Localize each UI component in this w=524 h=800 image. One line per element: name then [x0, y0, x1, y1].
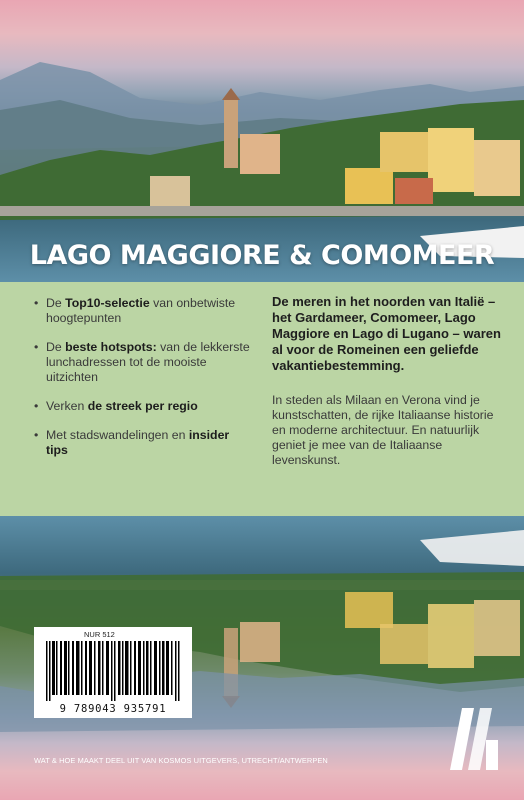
bullet-text: De — [46, 340, 66, 354]
list-item — [34, 296, 250, 326]
intro-text: De meren in het noorden van Italië – het Gardameer, Comomeer, Lago Maggiore en Lago di Lugano – waren al voor de Romeinen een geliefde vakantiebestemming. — [272, 294, 501, 373]
bullet-text: van de lekkerste lunchadressen tot de mooiste uitzichten — [46, 340, 250, 384]
barcode-label — [34, 627, 192, 718]
bullet-highlight: beste hotspots: — [65, 340, 157, 354]
bullet-highlight: insider tips — [46, 428, 230, 457]
body-text: In steden als Milaan en Verona vind je kunstschatten, de rijke Italiaanse historie en moderne architectuur. En natuurlijk geniet je mee van de Italiaanse levenskunst. — [272, 393, 494, 467]
bullet-highlight: de streek per regio — [87, 399, 198, 413]
bullet-text: Verken — [46, 399, 88, 413]
bullet-text: van onbetwiste hoogtepunten — [46, 296, 236, 325]
list-item — [34, 428, 250, 458]
isbn-number: 9 789043 935791 — [59, 703, 167, 715]
barcode-bars — [46, 641, 180, 701]
publisher-footer: WAT & HOE MAAKT DEEL UIT VAN KOSMOS UITGEVERS, UTRECHT/ANTWERPEN — [34, 756, 328, 765]
list-item — [34, 340, 250, 385]
feature-list — [34, 296, 250, 472]
bullet-text: Met stadswandelingen en — [46, 428, 189, 442]
bullet-highlight: Top10-selectie — [65, 296, 150, 310]
wat-en-hoe-logo-icon — [450, 700, 500, 770]
lake-photo-top — [0, 0, 524, 282]
bullet-text: De — [46, 296, 66, 310]
nur-code: NUR 512 — [84, 630, 115, 639]
info-panel — [0, 282, 524, 516]
list-item — [34, 399, 250, 414]
cover-title: LAGO MAGGIORE & COMOMEER — [29, 240, 495, 271]
